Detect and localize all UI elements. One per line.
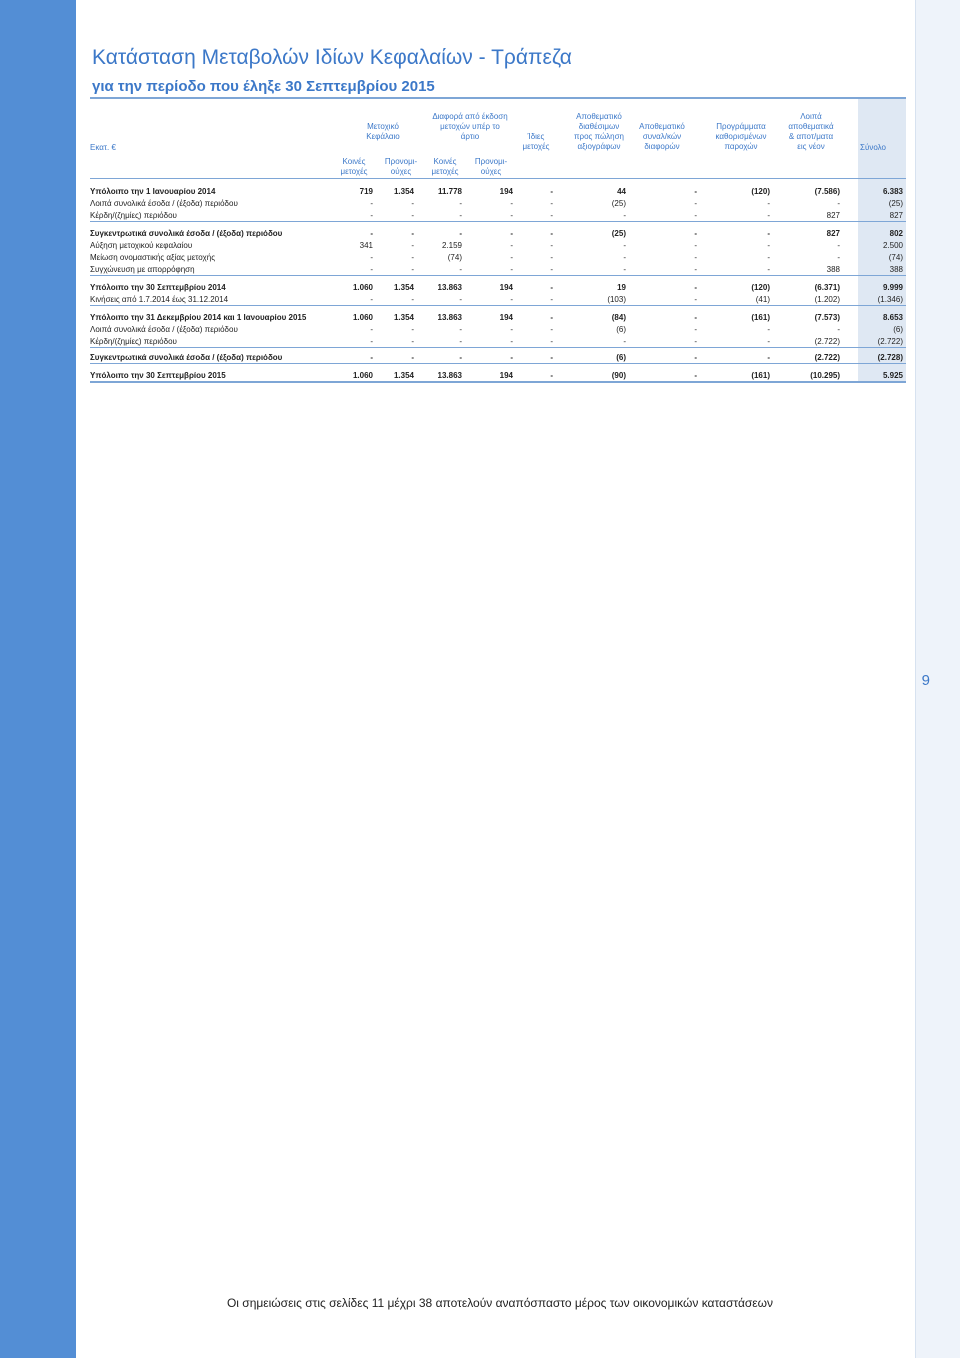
column-subheader-3: Προνομι- ούχες bbox=[474, 157, 508, 176]
row-value-col-5: (25) bbox=[611, 229, 626, 238]
column-header-4: Αποθεματικό συναλ/κών διαφορών bbox=[639, 122, 685, 151]
row-value-col-3: - bbox=[510, 229, 513, 238]
row-value-col-5: (90) bbox=[611, 371, 626, 380]
row-value-col-5: (84) bbox=[611, 313, 626, 322]
row-value-col-3: - bbox=[510, 211, 513, 220]
row-label: Λοιπά συνολικά έσοδα / (έξοδα) περιόδου bbox=[90, 199, 238, 208]
table-row bbox=[90, 282, 906, 293]
row-value-col-3: 194 bbox=[499, 187, 513, 196]
row-value-col-6: - bbox=[694, 337, 697, 346]
row-value-col-2: - bbox=[459, 337, 462, 346]
row-label: Συγκεντρωτικά συνολικά έσοδα / (έξοδα) περιόδου bbox=[90, 229, 283, 238]
table-row bbox=[90, 336, 906, 348]
row-value-col-6: - bbox=[694, 283, 697, 292]
table-row bbox=[90, 312, 906, 323]
row-value-col-9: (6) bbox=[893, 325, 903, 334]
table-row bbox=[90, 198, 906, 209]
table-row bbox=[90, 240, 906, 251]
row-value-col-0: 341 bbox=[359, 241, 373, 250]
row-value-col-4: - bbox=[550, 371, 553, 380]
row-value-col-3: - bbox=[510, 337, 513, 346]
row-value-col-3: - bbox=[510, 325, 513, 334]
table-row bbox=[90, 324, 906, 335]
row-value-col-5: (6) bbox=[616, 353, 626, 362]
row-value-col-2: - bbox=[459, 211, 462, 220]
row-value-col-9: (2.722) bbox=[877, 337, 903, 346]
row-value-col-0: - bbox=[370, 265, 373, 274]
header-rule bbox=[90, 178, 906, 179]
row-value-col-6: - bbox=[694, 253, 697, 262]
row-value-col-0: - bbox=[370, 353, 373, 362]
row-value-col-6: - bbox=[694, 199, 697, 208]
row-value-col-7: (120) bbox=[751, 283, 770, 292]
row-value-col-0: 1.060 bbox=[352, 313, 373, 322]
row-value-col-5: - bbox=[623, 241, 626, 250]
table-row bbox=[90, 186, 906, 197]
row-value-col-2: 13.863 bbox=[437, 283, 462, 292]
row-value-col-4: - bbox=[550, 325, 553, 334]
row-value-col-7: (41) bbox=[755, 295, 770, 304]
table-row bbox=[90, 210, 906, 222]
column-header-2: Ίδιες μετοχές bbox=[522, 132, 550, 151]
row-value-col-1: - bbox=[411, 353, 414, 362]
row-value-col-1: - bbox=[411, 295, 414, 304]
row-value-col-6: - bbox=[694, 295, 697, 304]
row-label: Αύξηση μετοχικού κεφαλαίου bbox=[90, 241, 193, 250]
row-value-col-1: - bbox=[411, 265, 414, 274]
row-value-col-5: - bbox=[623, 337, 626, 346]
row-value-col-7: - bbox=[767, 265, 770, 274]
row-value-col-0: - bbox=[370, 229, 373, 238]
column-subheader-2: Κοινές μετοχές bbox=[431, 157, 459, 176]
row-value-col-2: 13.863 bbox=[437, 313, 462, 322]
column-subheader-0: Κοινές μετοχές bbox=[340, 157, 368, 176]
row-label: Υπόλοιπο την 31 Δεκεμβρίου 2014 και 1 Ιανουαρίου 2015 bbox=[90, 313, 307, 322]
column-header-3: Αποθεματικό διαθέσιμων προς πώληση αξιογράφων bbox=[574, 112, 624, 151]
row-value-col-8: (2.722) bbox=[814, 353, 840, 362]
row-value-col-6: - bbox=[694, 229, 697, 238]
row-value-col-2: - bbox=[459, 353, 462, 362]
row-value-col-4: - bbox=[550, 265, 553, 274]
row-value-col-7: - bbox=[767, 253, 770, 262]
row-value-col-6: - bbox=[694, 187, 697, 196]
row-label: Λοιπά συνολικά έσοδα / (έξοδα) περιόδου bbox=[90, 325, 238, 334]
row-value-col-3: - bbox=[510, 241, 513, 250]
table-row bbox=[90, 264, 906, 276]
row-label: Κέρδη/(ζημίες) περιόδου bbox=[90, 337, 177, 346]
row-value-col-0: - bbox=[370, 337, 373, 346]
row-value-col-3: 194 bbox=[499, 313, 513, 322]
row-label: Κέρδη/(ζημίες) περιόδου bbox=[90, 211, 177, 220]
row-value-col-0: 1.060 bbox=[352, 371, 373, 380]
row-value-col-4: - bbox=[550, 283, 553, 292]
row-value-col-7: (161) bbox=[751, 313, 770, 322]
row-value-col-2: - bbox=[459, 265, 462, 274]
row-value-col-8: 827 bbox=[826, 229, 840, 238]
row-value-col-8: - bbox=[837, 325, 840, 334]
row-value-col-5: (6) bbox=[616, 325, 626, 334]
row-label: Υπόλοιπο την 1 Ιανουαρίου 2014 bbox=[90, 187, 216, 196]
row-value-col-4: - bbox=[550, 253, 553, 262]
row-value-col-5: - bbox=[623, 265, 626, 274]
row-value-col-9: (25) bbox=[888, 199, 903, 208]
row-value-col-9: 802 bbox=[889, 229, 903, 238]
table-row bbox=[90, 228, 906, 239]
column-header-0: Μετοχικό Κεφάλαιο bbox=[366, 122, 400, 141]
row-value-col-8: (1.202) bbox=[814, 295, 840, 304]
row-value-col-0: 719 bbox=[359, 187, 373, 196]
row-value-col-1: 1.354 bbox=[393, 187, 414, 196]
row-value-col-1: - bbox=[411, 241, 414, 250]
row-value-col-7: - bbox=[767, 353, 770, 362]
footer-note: Οι σημειώσεις στις σελίδες 11 μέχρι 38 αποτελούν αναπόσπαστο μέρος των οικονομικών καταστάσεων bbox=[226, 1296, 774, 1310]
row-value-col-4: - bbox=[550, 199, 553, 208]
row-value-col-3: - bbox=[510, 199, 513, 208]
row-value-col-4: - bbox=[550, 295, 553, 304]
row-value-col-6: - bbox=[694, 353, 697, 362]
row-value-col-1: - bbox=[411, 337, 414, 346]
column-subheader-1: Προνομι- ούχες bbox=[384, 157, 418, 176]
row-value-col-1: - bbox=[411, 199, 414, 208]
row-value-col-7: - bbox=[767, 229, 770, 238]
row-label: Υπόλοιπο την 30 Σεπτεμβρίου 2014 bbox=[90, 283, 226, 292]
row-value-col-5: - bbox=[623, 253, 626, 262]
table-row bbox=[90, 352, 906, 364]
row-value-col-0: 1.060 bbox=[352, 283, 373, 292]
row-value-col-7: - bbox=[767, 241, 770, 250]
row-value-col-3: - bbox=[510, 295, 513, 304]
page-number: 9 bbox=[921, 672, 930, 689]
column-header-6: Λοιπά αποθεματικά & αποτ/ματα εις νέον bbox=[788, 112, 834, 151]
row-value-col-6: - bbox=[694, 211, 697, 220]
row-value-col-4: - bbox=[550, 187, 553, 196]
table-row bbox=[90, 294, 906, 306]
row-value-col-8: (7.586) bbox=[814, 187, 840, 196]
row-value-col-0: - bbox=[370, 199, 373, 208]
row-value-col-9: 5.925 bbox=[882, 371, 903, 380]
left-accent-bar bbox=[0, 0, 76, 1358]
row-value-col-9: 6.383 bbox=[882, 187, 903, 196]
row-value-col-8: - bbox=[837, 253, 840, 262]
row-value-col-3: - bbox=[510, 265, 513, 274]
row-value-col-3: - bbox=[510, 353, 513, 362]
row-value-col-5: (103) bbox=[607, 295, 626, 304]
row-value-col-9: (2.728) bbox=[877, 353, 903, 362]
row-value-col-4: - bbox=[550, 241, 553, 250]
row-value-col-9: (1.346) bbox=[877, 295, 903, 304]
table-row bbox=[90, 252, 906, 263]
row-value-col-1: 1.354 bbox=[393, 283, 414, 292]
row-value-col-2: - bbox=[459, 199, 462, 208]
row-value-col-7: - bbox=[767, 199, 770, 208]
row-value-col-1: 1.354 bbox=[393, 313, 414, 322]
row-value-col-2: 11.778 bbox=[437, 187, 462, 196]
row-value-col-5: 44 bbox=[617, 187, 626, 196]
page-title: Κατάσταση Μεταβολών Ιδίων Κεφαλαίων - Τράπεζα bbox=[92, 46, 572, 69]
row-value-col-6: - bbox=[694, 325, 697, 334]
row-value-col-1: - bbox=[411, 229, 414, 238]
table-row bbox=[90, 370, 906, 383]
row-value-col-3: - bbox=[510, 253, 513, 262]
row-value-col-9: 8.653 bbox=[882, 313, 903, 322]
column-header-5: Προγράμματα καθορισμένων παροχών bbox=[715, 122, 767, 151]
row-value-col-1: - bbox=[411, 325, 414, 334]
column-header-7: Σύνολο bbox=[860, 143, 886, 152]
row-value-col-8: - bbox=[837, 241, 840, 250]
row-value-col-2: (74) bbox=[447, 253, 462, 262]
row-value-col-6: - bbox=[694, 313, 697, 322]
row-value-col-4: - bbox=[550, 229, 553, 238]
row-value-col-6: - bbox=[694, 265, 697, 274]
row-value-col-6: - bbox=[694, 241, 697, 250]
row-value-col-5: 19 bbox=[617, 283, 626, 292]
row-value-col-8: - bbox=[837, 199, 840, 208]
row-value-col-2: 13.863 bbox=[437, 371, 462, 380]
right-margin-divider bbox=[915, 0, 916, 1358]
row-value-col-7: - bbox=[767, 211, 770, 220]
row-value-col-1: 1.354 bbox=[393, 371, 414, 380]
row-value-col-4: - bbox=[550, 313, 553, 322]
row-value-col-4: - bbox=[550, 211, 553, 220]
unit-label: Εκατ. € bbox=[90, 143, 116, 152]
row-value-col-3: 194 bbox=[499, 283, 513, 292]
row-value-col-9: 9.999 bbox=[882, 283, 903, 292]
row-label: Κινήσεις από 1.7.2014 έως 31.12.2014 bbox=[90, 295, 229, 304]
row-value-col-8: 388 bbox=[826, 265, 840, 274]
row-value-col-5: (25) bbox=[611, 199, 626, 208]
row-label: Μείωση ονομαστικής αξίας μετοχής bbox=[90, 253, 216, 262]
column-header-1: Διαφορά από έκδοση μετοχών υπέρ το άρτιο bbox=[432, 112, 508, 141]
row-value-col-8: (10.295) bbox=[810, 371, 840, 380]
row-value-col-8: (6.371) bbox=[814, 283, 840, 292]
row-value-col-1: - bbox=[411, 253, 414, 262]
row-value-col-9: 827 bbox=[889, 211, 903, 220]
row-label: Υπόλοιπο την 30 Σεπτεμβρίου 2015 bbox=[90, 371, 226, 380]
row-value-col-2: - bbox=[459, 295, 462, 304]
row-value-col-9: 2.500 bbox=[882, 241, 903, 250]
page-subtitle: για την περίοδο που έληξε 30 Σεπτεμβρίου 2015 bbox=[92, 78, 435, 95]
row-label: Συγκεντρωτικά συνολικά έσοδα / (έξοδα) περιόδου bbox=[90, 353, 283, 362]
row-value-col-7: - bbox=[767, 337, 770, 346]
row-value-col-7: (161) bbox=[751, 371, 770, 380]
row-value-col-0: - bbox=[370, 325, 373, 334]
row-value-col-7: - bbox=[767, 325, 770, 334]
row-label: Συγχώνευση με απορρόφηση bbox=[90, 265, 195, 274]
row-value-col-1: - bbox=[411, 211, 414, 220]
row-value-col-4: - bbox=[550, 337, 553, 346]
row-value-col-0: - bbox=[370, 295, 373, 304]
row-value-col-3: 194 bbox=[499, 371, 513, 380]
row-value-col-4: - bbox=[550, 353, 553, 362]
row-value-col-0: - bbox=[370, 211, 373, 220]
row-value-col-0: - bbox=[370, 253, 373, 262]
row-value-col-6: - bbox=[694, 371, 697, 380]
row-value-col-2: - bbox=[459, 229, 462, 238]
row-value-col-5: - bbox=[623, 211, 626, 220]
row-value-col-8: (7.573) bbox=[814, 313, 840, 322]
row-value-col-8: (2.722) bbox=[814, 337, 840, 346]
table-top-rule bbox=[90, 97, 906, 99]
row-value-col-7: (120) bbox=[751, 187, 770, 196]
row-value-col-2: - bbox=[459, 325, 462, 334]
row-value-col-9: (74) bbox=[888, 253, 903, 262]
row-value-col-9: 388 bbox=[889, 265, 903, 274]
row-value-col-8: 827 bbox=[826, 211, 840, 220]
row-value-col-2: 2.159 bbox=[441, 241, 462, 250]
